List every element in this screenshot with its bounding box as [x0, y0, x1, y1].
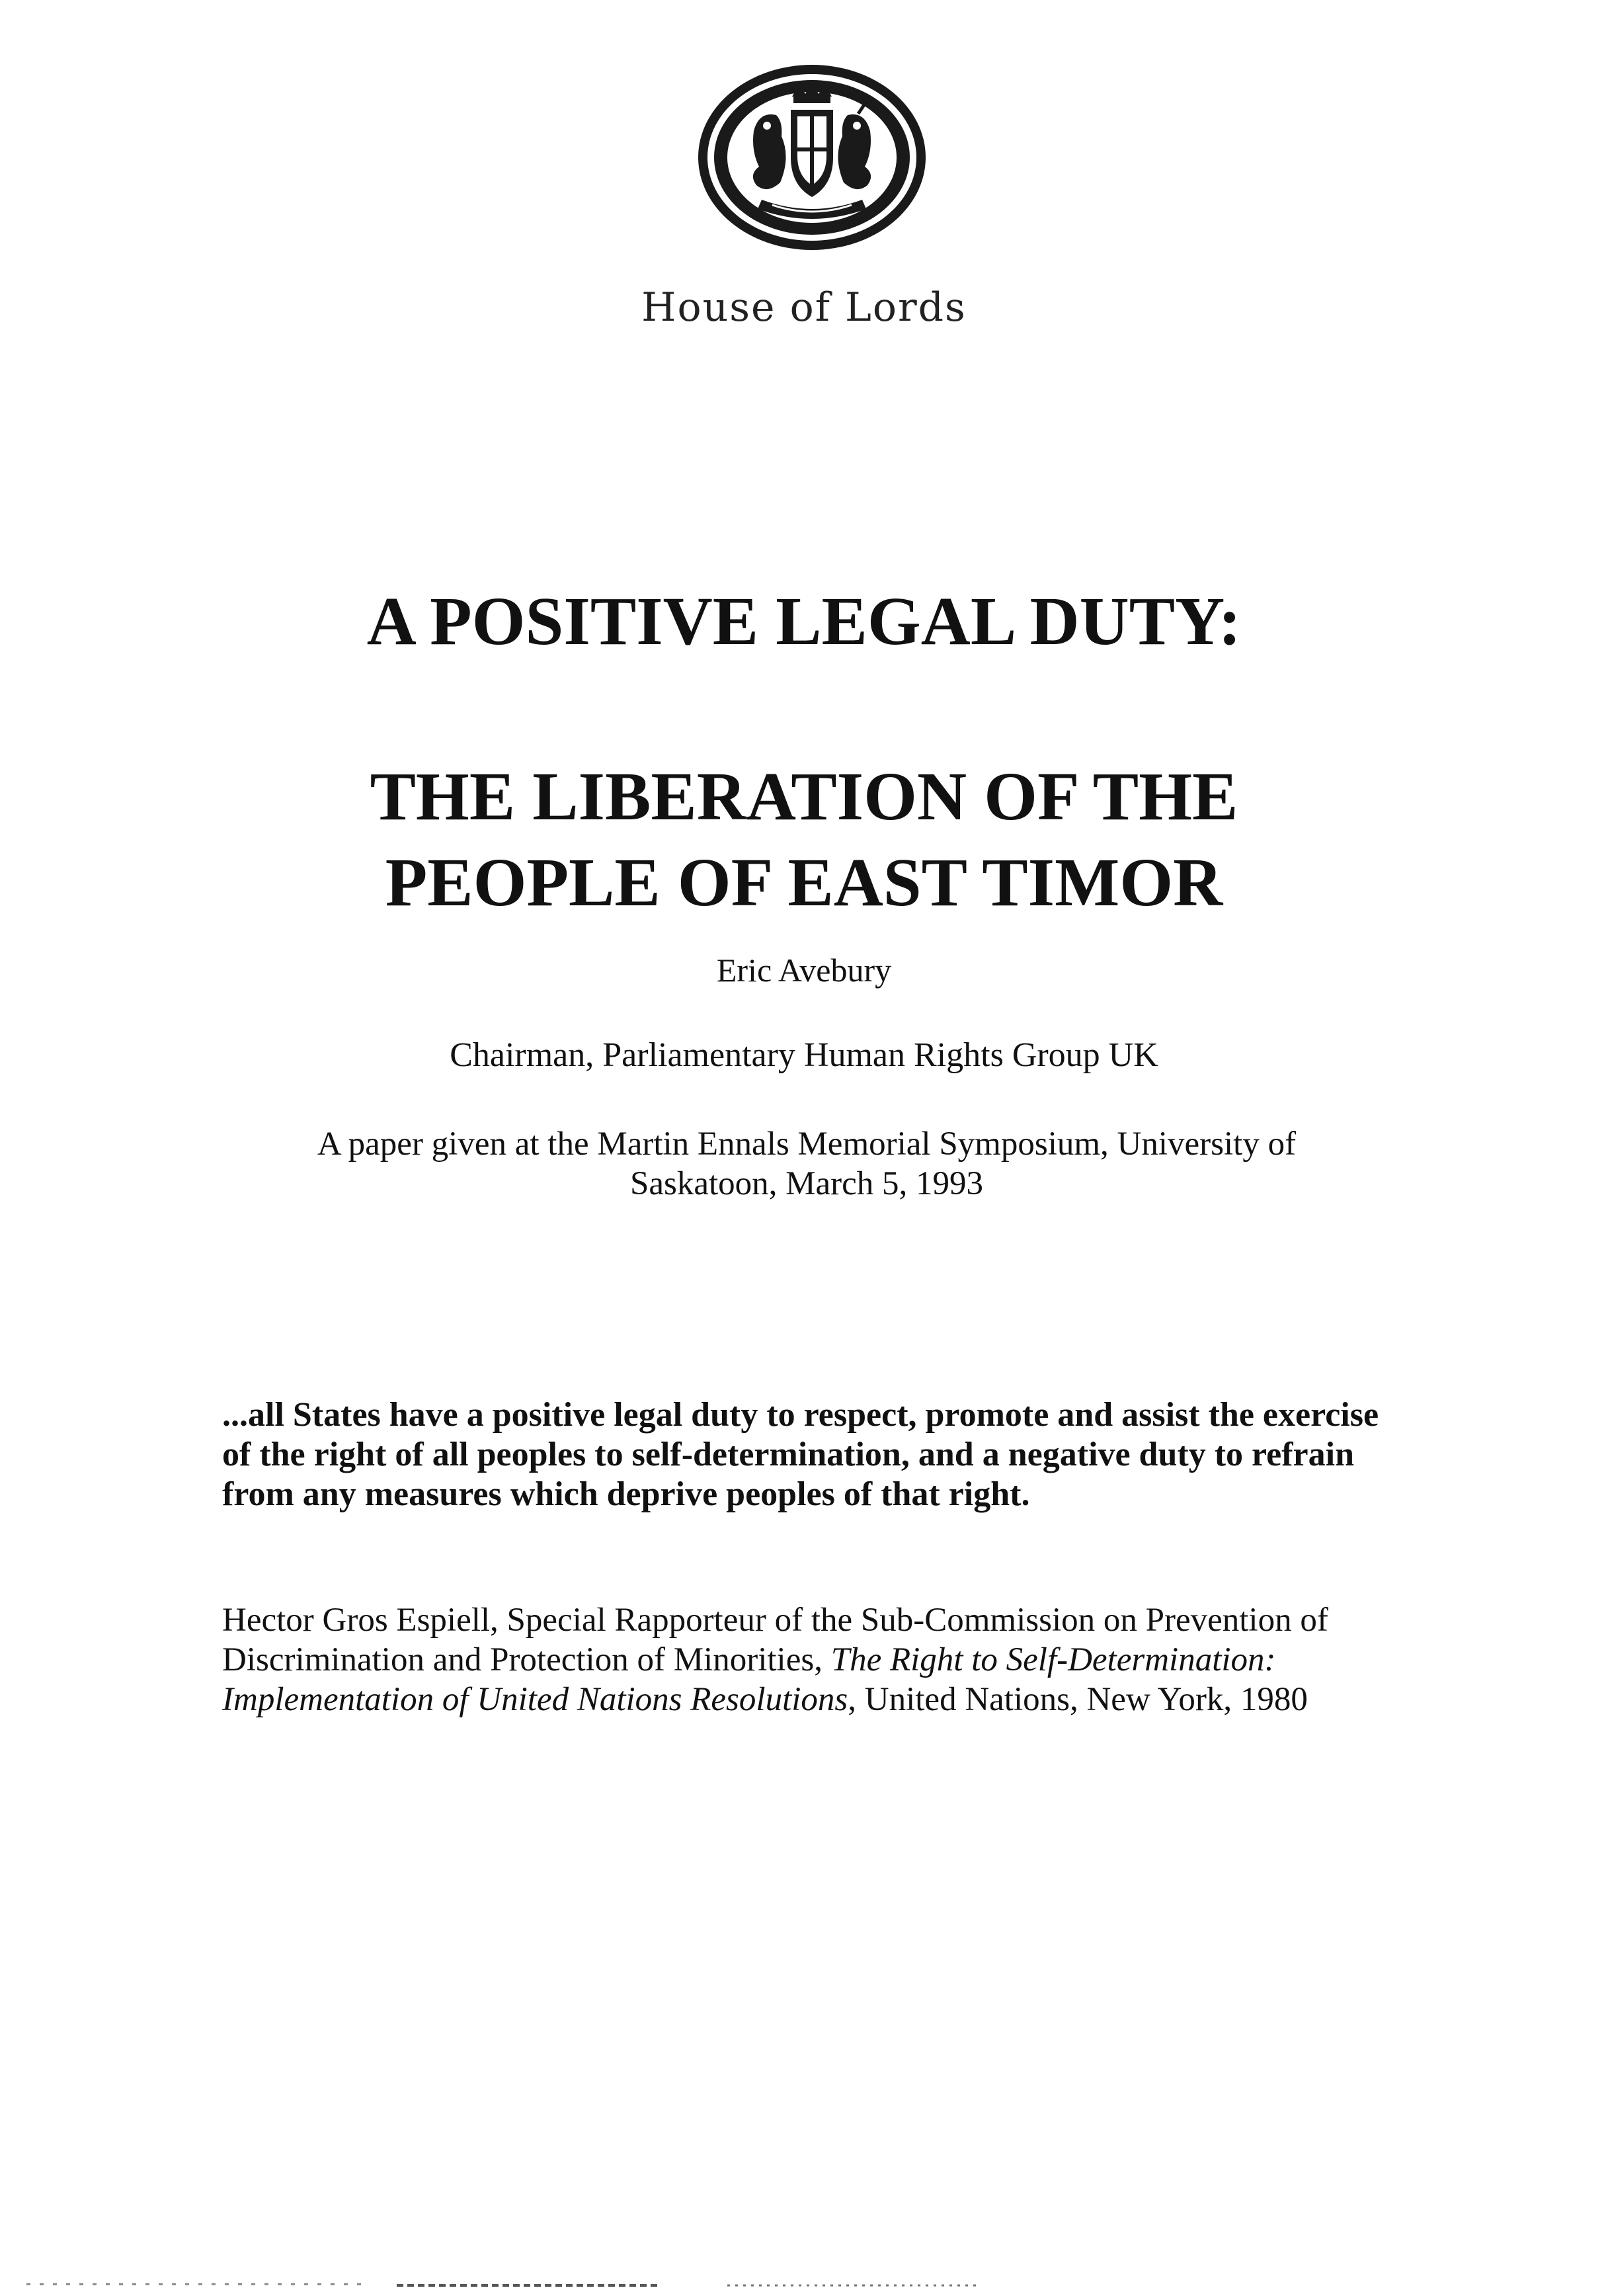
author-affiliation: Chairman, Parliamentary Human Rights Group UK: [450, 1036, 1158, 1074]
house-name: House of Lords: [641, 284, 967, 331]
epigraph-quote: ...all States have a positive legal duty to respect, promote and assist the exercise of the right of all peoples to self-determination, and a negative duty to refrain from any measures which deprive peoples of that right.: [222, 1396, 1379, 1513]
occasion-line-2: Saskatoon, March 5, 1993: [629, 1165, 983, 1202]
author-name: Eric Avebury: [716, 952, 892, 989]
citation-author-text: Hector Gros Espiell, Special Rapporteur of the Sub-Commission on Prevention of Discrimination and Protection of Minorities,: [222, 1602, 1328, 1678]
subtitle-line-2: PEOPLE OF EAST TIMOR: [385, 844, 1223, 921]
epigraph-citation: [222, 1600, 1346, 1719]
crest-graphic: [693, 58, 931, 257]
occasion-line-1: A paper given at the Martin Ennals Memorial Symposium, University of: [317, 1126, 1297, 1163]
document-subtitle: [0, 754, 1608, 926]
citation-title: The Right to Self-Determination: Implementation of United Nations Resolutions: [222, 1641, 1276, 1718]
citation-publisher: , United Nations, New York, 1980: [848, 1681, 1308, 1718]
subtitle-line-1: THE LIBERATION OF THE: [370, 758, 1238, 835]
scan-edge-artifact: [0, 2275, 1608, 2296]
occasion-note: [225, 1124, 1388, 1204]
house-of-lords-crest-icon: [693, 58, 931, 257]
document-title: A POSITIVE LEGAL DUTY:: [366, 583, 1242, 659]
